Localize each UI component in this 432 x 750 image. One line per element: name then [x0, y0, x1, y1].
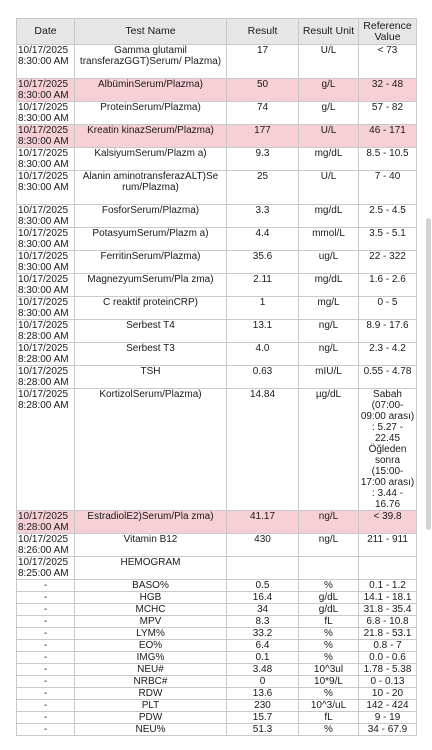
test-name-cell: NEU# [75, 664, 227, 676]
result-cell: 6.4 [227, 640, 299, 652]
reference-value-cell: 0.55 - 4.78 [359, 366, 417, 389]
reference-value-cell: 142 - 424 [359, 700, 417, 712]
result-cell: 3.48 [227, 664, 299, 676]
table-row [17, 102, 417, 125]
test-name-cell: BASO% [75, 580, 227, 592]
result-unit-cell: % [299, 640, 359, 652]
table-row [17, 343, 417, 366]
lab-results-report [16, 18, 416, 736]
result-cell: 51.3 [227, 724, 299, 736]
test-name-cell: MCHC [75, 604, 227, 616]
result-unit-cell: ug/L [299, 251, 359, 274]
reference-value-cell: 32 - 48 [359, 79, 417, 102]
date-cell: - [17, 592, 75, 604]
table-row [17, 45, 417, 79]
table-row [17, 534, 417, 557]
result-cell: 0.5 [227, 580, 299, 592]
reference-value-cell: 0 - 0.13 [359, 676, 417, 688]
table-body [17, 45, 417, 736]
reference-value-cell: 2.5 - 4.5 [359, 205, 417, 228]
reference-value-cell [359, 557, 417, 580]
date-cell: 10/17/2025 8:30:00 AM [17, 251, 75, 274]
test-name-cell: PLT [75, 700, 227, 712]
result-cell: 14.84 [227, 389, 299, 511]
result-unit-cell: % [299, 580, 359, 592]
date-cell: 10/17/2025 8:26:00 AM [17, 534, 75, 557]
reference-value-cell: 0.0 - 0.6 [359, 652, 417, 664]
test-name-cell: RDW [75, 688, 227, 700]
test-name-cell: KortizolSerum/Plazma) [75, 389, 227, 511]
result-unit-cell: % [299, 652, 359, 664]
result-unit-cell: ng/L [299, 511, 359, 534]
result-cell: 8.3 [227, 616, 299, 628]
result-cell: 9.3 [227, 148, 299, 171]
reference-value-cell: 211 - 911 [359, 534, 417, 557]
date-cell: - [17, 676, 75, 688]
result-cell: 25 [227, 171, 299, 205]
result-cell: 33.2 [227, 628, 299, 640]
date-cell: - [17, 604, 75, 616]
date-cell: 10/17/2025 8:25:00 AM [17, 557, 75, 580]
result-unit-cell: ng/L [299, 343, 359, 366]
result-unit-cell: mIU/L [299, 366, 359, 389]
test-name-cell: EO% [75, 640, 227, 652]
date-cell: - [17, 640, 75, 652]
table-row [17, 389, 417, 511]
test-name-cell: Kreatin kinazSerum/Plazma) [75, 125, 227, 148]
date-cell: 10/17/2025 8:30:00 AM [17, 45, 75, 79]
test-name-cell: HGB [75, 592, 227, 604]
result-cell: 16.4 [227, 592, 299, 604]
header-test-name[interactable]: Test Name [75, 19, 227, 45]
date-cell: 10/17/2025 8:28:00 AM [17, 389, 75, 511]
table-row [17, 205, 417, 228]
header-reference-value[interactable]: Reference Value [359, 19, 417, 45]
table-row [17, 604, 417, 616]
table-row [17, 664, 417, 676]
result-cell: 0.1 [227, 652, 299, 664]
result-unit-cell: g/dL [299, 592, 359, 604]
table-row [17, 366, 417, 389]
test-name-cell: FerritinSerum/Plazma) [75, 251, 227, 274]
reference-value-cell: 34 - 67.9 [359, 724, 417, 736]
result-unit-cell: mg/dL [299, 274, 359, 297]
result-unit-cell: ng/L [299, 320, 359, 343]
table-row [17, 688, 417, 700]
reference-value-cell: 8.5 - 10.5 [359, 148, 417, 171]
header-date[interactable]: Date [17, 19, 75, 45]
result-cell: 430 [227, 534, 299, 557]
table-row [17, 676, 417, 688]
table-row [17, 125, 417, 148]
reference-value-cell: 0 - 5 [359, 297, 417, 320]
result-cell: 0.63 [227, 366, 299, 389]
result-cell: 0 [227, 676, 299, 688]
table-row [17, 79, 417, 102]
reference-value-cell: Sabah (07:00-09:00 arası) : 5.27 - 22.45 Öğleden sonra (15:00-17:00 arası) : 3.44 - 16.76 [359, 389, 417, 511]
test-name-cell: IMG% [75, 652, 227, 664]
vertical-scrollbar[interactable] [426, 218, 431, 530]
reference-value-cell: 1.78 - 5.38 [359, 664, 417, 676]
result-unit-cell: mg/L [299, 297, 359, 320]
result-unit-cell: g/L [299, 79, 359, 102]
table-row [17, 592, 417, 604]
result-cell: 13.6 [227, 688, 299, 700]
reference-value-cell: 14.1 - 18.1 [359, 592, 417, 604]
date-cell: 10/17/2025 8:30:00 AM [17, 171, 75, 205]
date-cell: 10/17/2025 8:30:00 AM [17, 297, 75, 320]
table-row [17, 148, 417, 171]
result-cell: 74 [227, 102, 299, 125]
result-cell: 41.17 [227, 511, 299, 534]
table-row [17, 320, 417, 343]
table-row [17, 297, 417, 320]
date-cell: 10/17/2025 8:28:00 AM [17, 343, 75, 366]
result-cell: 1 [227, 297, 299, 320]
table-row [17, 171, 417, 205]
table-row [17, 724, 417, 736]
date-cell: - [17, 580, 75, 592]
result-cell: 230 [227, 700, 299, 712]
table-header-row [17, 19, 417, 45]
reference-value-cell: 8.9 - 17.6 [359, 320, 417, 343]
test-name-cell: KalsiyumSerum/Plazm a) [75, 148, 227, 171]
test-name-cell: MagnezyumSerum/Pla zma) [75, 274, 227, 297]
reference-value-cell: 7 - 40 [359, 171, 417, 205]
test-name-cell: PDW [75, 712, 227, 724]
date-cell: 10/17/2025 8:30:00 AM [17, 125, 75, 148]
date-cell: 10/17/2025 8:30:00 AM [17, 205, 75, 228]
result-unit-cell: fL [299, 616, 359, 628]
date-cell: - [17, 724, 75, 736]
result-cell: 4.4 [227, 228, 299, 251]
test-name-cell: C reaktif proteinCRP) [75, 297, 227, 320]
date-cell: 10/17/2025 8:30:00 AM [17, 228, 75, 251]
result-unit-cell: 10*9/L [299, 676, 359, 688]
result-cell: 50 [227, 79, 299, 102]
lab-results-table [16, 18, 417, 736]
reference-value-cell: 6.8 - 10.8 [359, 616, 417, 628]
result-unit-cell: U/L [299, 45, 359, 79]
test-name-cell: MPV [75, 616, 227, 628]
reference-value-cell: 1.6 - 2.6 [359, 274, 417, 297]
table-row [17, 251, 417, 274]
reference-value-cell: 9 - 19 [359, 712, 417, 724]
test-name-cell: HEMOGRAM [75, 557, 227, 580]
date-cell: - [17, 712, 75, 724]
reference-value-cell: 3.5 - 5.1 [359, 228, 417, 251]
table-row [17, 228, 417, 251]
test-name-cell: EstradiolE2)Serum/Pla zma) [75, 511, 227, 534]
header-result-unit[interactable]: Result Unit [299, 19, 359, 45]
table-row [17, 700, 417, 712]
result-cell [227, 557, 299, 580]
table-row [17, 557, 417, 580]
result-unit-cell: % [299, 688, 359, 700]
table-row [17, 274, 417, 297]
test-name-cell: Alanin aminotransferazALT)Se rum/Plazma) [75, 171, 227, 205]
test-name-cell: TSH [75, 366, 227, 389]
test-name-cell: Vitamin B12 [75, 534, 227, 557]
result-cell: 4.0 [227, 343, 299, 366]
result-unit-cell: U/L [299, 171, 359, 205]
date-cell: - [17, 628, 75, 640]
reference-value-cell: 21.8 - 53.1 [359, 628, 417, 640]
test-name-cell: AlbüminSerum/Plazma) [75, 79, 227, 102]
result-cell: 34 [227, 604, 299, 616]
header-result[interactable]: Result [227, 19, 299, 45]
result-unit-cell: µg/dL [299, 389, 359, 511]
table-row [17, 652, 417, 664]
reference-value-cell: 22 - 322 [359, 251, 417, 274]
table-row [17, 580, 417, 592]
reference-value-cell: < 39.8 [359, 511, 417, 534]
table-row [17, 640, 417, 652]
result-unit-cell: 10^3ul [299, 664, 359, 676]
result-unit-cell: mg/dL [299, 148, 359, 171]
table-row [17, 511, 417, 534]
result-cell: 2.11 [227, 274, 299, 297]
test-name-cell: Serbest T3 [75, 343, 227, 366]
result-unit-cell: 10^3/uL [299, 700, 359, 712]
result-cell: 35.6 [227, 251, 299, 274]
result-unit-cell: fL [299, 712, 359, 724]
reference-value-cell: 57 - 82 [359, 102, 417, 125]
result-cell: 177 [227, 125, 299, 148]
table-row [17, 712, 417, 724]
reference-value-cell: 0.8 - 7 [359, 640, 417, 652]
result-unit-cell [299, 557, 359, 580]
date-cell: - [17, 688, 75, 700]
result-unit-cell: U/L [299, 125, 359, 148]
result-unit-cell: mg/dL [299, 205, 359, 228]
test-name-cell: NRBC# [75, 676, 227, 688]
result-cell: 15.7 [227, 712, 299, 724]
test-name-cell: ProteinSerum/Plazma) [75, 102, 227, 125]
reference-value-cell: 46 - 171 [359, 125, 417, 148]
test-name-cell: Gamma glutamil transferazGGT)Serum/ Plazma) [75, 45, 227, 79]
test-name-cell: LYM% [75, 628, 227, 640]
test-name-cell: FosforSerum/Plazma) [75, 205, 227, 228]
date-cell: 10/17/2025 8:28:00 AM [17, 366, 75, 389]
result-unit-cell: % [299, 628, 359, 640]
result-unit-cell: % [299, 724, 359, 736]
result-unit-cell: g/L [299, 102, 359, 125]
test-name-cell: PotasyumSerum/Plazm a) [75, 228, 227, 251]
test-name-cell: Serbest T4 [75, 320, 227, 343]
date-cell: - [17, 700, 75, 712]
result-cell: 3.3 [227, 205, 299, 228]
test-name-cell: NEU% [75, 724, 227, 736]
reference-value-cell: 2.3 - 4.2 [359, 343, 417, 366]
reference-value-cell: 10 - 20 [359, 688, 417, 700]
result-unit-cell: g/dL [299, 604, 359, 616]
reference-value-cell: < 73 [359, 45, 417, 79]
date-cell: 10/17/2025 8:28:00 AM [17, 511, 75, 534]
result-cell: 17 [227, 45, 299, 79]
table-row [17, 628, 417, 640]
reference-value-cell: 31.8 - 35.4 [359, 604, 417, 616]
date-cell: - [17, 616, 75, 628]
date-cell: 10/17/2025 8:30:00 AM [17, 148, 75, 171]
date-cell: 10/17/2025 8:30:00 AM [17, 102, 75, 125]
date-cell: - [17, 664, 75, 676]
result-unit-cell: mmol/L [299, 228, 359, 251]
reference-value-cell: 0.1 - 1.2 [359, 580, 417, 592]
result-unit-cell: ng/L [299, 534, 359, 557]
table-row [17, 616, 417, 628]
date-cell: 10/17/2025 8:28:00 AM [17, 320, 75, 343]
result-cell: 13.1 [227, 320, 299, 343]
date-cell: 10/17/2025 8:30:00 AM [17, 79, 75, 102]
date-cell: 10/17/2025 8:30:00 AM [17, 274, 75, 297]
date-cell: - [17, 652, 75, 664]
